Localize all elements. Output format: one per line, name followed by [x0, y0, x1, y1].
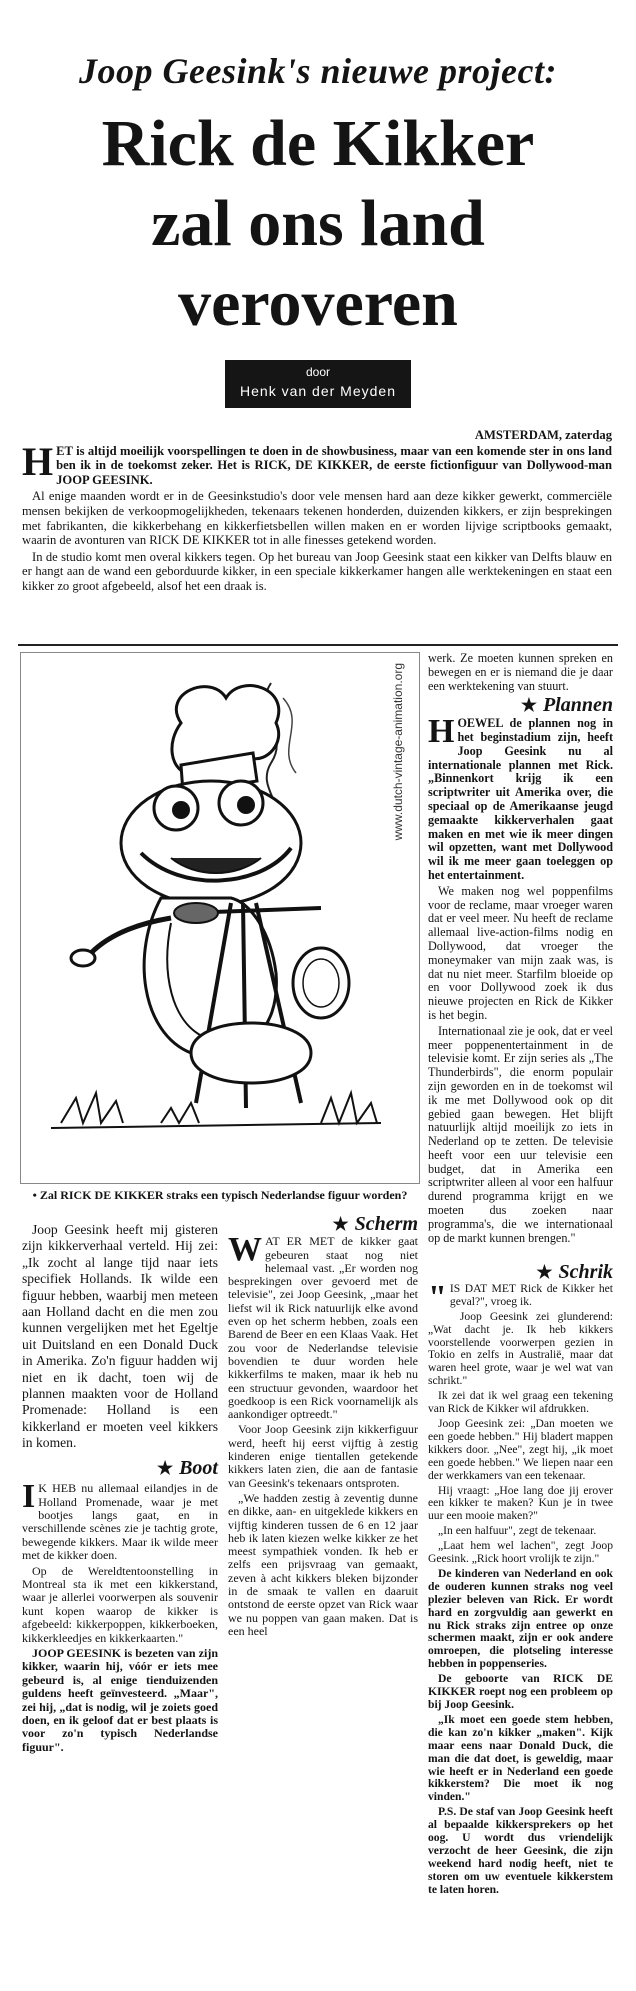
divider [18, 644, 618, 646]
boot-dropcap: I [22, 1478, 36, 1516]
star-icon: ★ [520, 695, 537, 716]
schrik-paragraph-9: De geboorte van RICK DE KIKKER roept nog een probleem op bij Joop Geesink. [428, 1672, 613, 1711]
plannen-paragraph-1: OEWEL de plannen nog in het beginstadium zijn, heeft Joop Geesink nu al internationale plannen met Rick. „Binnenkort krijg ik een scriptwriter uit Amerika over, die speciaal op de Amerikaanse jeugd gemaakte kikkerverhalen gaat maken en met wie ik meer dingen wil opzetten, want met Dollywood wil ik me meer gaan toeleggen op het entertainment. [428, 716, 613, 882]
heading-plannen: ★ Plannen [520, 694, 613, 717]
intro-block [22, 428, 612, 596]
left-paragraph-1: Joop Geesink heeft mij gisteren zijn kikkerverhaal verteld. Hij zei: „Ik zocht al lange tijd naar iets specifiek Hollands. Ik wilde een figuur hebben, waarbij men meteen aan Holland dacht en die men zou kunnen vergelijken met het Egeltje uit Duitsland en een Donald Duck in Amerika. Zo'n figuur hadden wij niet en ik dacht, toen wij de plannen maakten voor de Holland Promenade: Holland is een kikkerland er moeten veel kikkers in komen. [22, 1222, 218, 1451]
left-column [22, 1222, 218, 1756]
star-icon: ★ [156, 1457, 174, 1478]
star-icon: ★ [332, 1214, 349, 1234]
illustration-frame [20, 652, 420, 1184]
schrik-paragraph-6: „In een halfuur", zegt de tekenaar. [438, 1524, 597, 1538]
middle-column [228, 1213, 418, 1640]
dateline: AMSTERDAM, zaterdag [474, 428, 612, 442]
headline-line-3: veroveren [178, 267, 458, 340]
byline-box [225, 360, 411, 408]
schrik-paragraph-10: „Ik moet een goede stem hebben, die kan zo'n kikker „maken". Kijk maar eens naar Donald Duck, die man die dat doet, is geweldig, maar wie heeft er in Nederland een goede kikkerstem? Die moet ik nog vinden." [428, 1712, 613, 1804]
byline-name: Henk van der Meyden [240, 383, 396, 399]
right-top-paragraph-0: werk. Ze moeten kunnen spreken en bewegen en er is niemand die je daar een werktekening van stuurt. [428, 651, 613, 693]
headline-line-2: zal ons land [151, 187, 485, 260]
heading-schrik: ★ Schrik [536, 1261, 613, 1283]
plannen-paragraph-3: Internationaal zie je ook, dat er veel meer poppenentertainment in de televisie komt. Er zijn series als „The Thunderbirds", die enorm populair zijn geworden en in de toekomst wil ik me met Dollywood ook op dit gebied gaan bewegen. Het blijft natuurlijk altijd moeilijk zo iets in Nederland op te zetten. De televisie heeft voor een uur televisie een budget, dat in Amerika een scriptwriter alleen al voor een halfuur durend programma krijgt en we moeten dus zoeken naar programma's, die we internationaal op de markt kunnen brengen." [428, 1023, 613, 1245]
schrik-paragraph-5: Hij vraagt: „Hoe lang doe jij erover een kikker te maken? Kun je in twee uur een mooie maken?" [428, 1483, 613, 1523]
intro-paragraph-2: Al enige maanden wordt er in de Geesinkstudio's door vele mensen hard aan deze kikker gewerkt, commerciële mensen bekijken de verkoopmogelijkheden, tekenaars tekenen honderden, duizenden kikkers, er zijn besprekingen met fabrikanten, die kikkerbehang en kikkerfietsbellen willen maken en er worden lijvige scriptbooks gemaakt, waarin de avonturen van RICK DE KIKKER tot in alle finesses getekend worden. [22, 489, 612, 548]
schrik-paragraph-7: „Laat hem wel lachen", zegt Joop Geesink. „Rick hoort vrolijk te zijn." [428, 1539, 613, 1566]
intro-dropcap: H [22, 438, 54, 484]
plannen-dropcap: H [428, 713, 455, 751]
right-column-top [428, 652, 613, 1247]
headline-line-1: Rick de Kikker [101, 107, 535, 180]
schrik-paragraph-8: De kinderen van Nederland en ook de ouderen kunnen straks nog veel plezier beleven van Rick. Er wordt hard en zorgvuldig aan gewerkt en nu Rick straks zijn entree op onze schermen maakt, zijn er ook andere omroepen, die plotseling interesse hebben in poppenseries. [428, 1566, 613, 1671]
right-column-bottom [428, 1261, 613, 1899]
heading-boot: ★ Boot [156, 1456, 218, 1479]
schrik-paragraph-11: P.S. De staf van Joop Geesink heeft al bepaalde kikkersprekers op het oog. U wordt dus vriendelijk verzocht de heer Geesink, die zijn weekend hard nodig heeft, niet te storen om uw eventuele kikkerstem te laten horen. [428, 1805, 613, 1896]
schrik-paragraph-3: Ik zei dat ik wel graag een tekening van Rick de Kikker wil afdrukken. [428, 1389, 613, 1416]
boot-paragraph-2: Op de Wereldtentoonstelling in Montreal sta ik met een kikkerstand, waar je allerlei voorwerpen als souvenir kunt kopen waarop de kikker is afgebeeld: kikkerpoppen, kikkerboeken, kikkerkleedjes en kikkerkaarten." [22, 1563, 218, 1645]
scherm-dropcap: W [228, 1231, 262, 1269]
schrik-paragraph-2: Joop Geesink zei glunderend: „Wat dacht je. Ik heb kikkers voorstellende voorwerpen gezien in Tokio en zelfs in Australië, maar dat waren heel grote, waar je wel wat van schrikt." [428, 1309, 613, 1388]
watermark: www.dutch-vintage-animation.org [391, 663, 405, 841]
schrik-paragraph-1: IS DAT MET Rick de Kikker het geval?", vroeg ik. [449, 1281, 613, 1308]
heading-scherm: ★ Scherm [332, 1213, 418, 1235]
kicker: Joop Geesink's nieuwe project: [79, 51, 557, 91]
boot-paragraph-3: JOOP GEESINK is bezeten van zijn kikker, waarin hij, vóór er iets mee gebeurd is, al enige tienduizenden guldens heeft geïnvesteerd. „Maar", zei hij, „dat is nodig, wil je zoiets goed doen, en ik geloof dat er best plaats is voor zo'n typisch Nederlandse figuur". [22, 1645, 218, 1754]
schrik-dropcap: " [428, 1278, 447, 1316]
intro-paragraph-1: ET is altijd moeilijk voorspellingen te doen in de showbusiness, maar van een komende ster in ons land ben ik in de toekomst zeker. Het is RICK, DE KIKKER, de eerste fictionfiguur van Dollywood-man JOOP GEESINK. [56, 443, 612, 487]
image-caption: • Zal RICK DE KIKKER straks een typisch Nederlandse figuur worden? [32, 1188, 408, 1202]
star-icon: ★ [536, 1262, 553, 1282]
scherm-paragraph-3: „We hadden zestig à zeventig dunne en dikke, aan- en uitgeklede kikkers en vijftig kinderen tussen de 6 en 12 jaar heb ik laten kiezen welke kikker ze het meest sympathiek vonden. Ik heb er zelfs een prijsvraag van gemaakt, zeven à acht kikkers bleken bijzonder in de smaak te vallen en daaruit ontstond de eerste opzet van Rick waar we nu poppen van gaan maken. Dat is een heel [228, 1490, 418, 1638]
scherm-paragraph-2: Voor Joop Geesink zijn kikkerfiguur werd, heeft hij eerst vijftig à zestig kinderen enige tientallen getekende kikkers laten zien, die aan de fantasie van Geesink's tekenaars ontsproten. [228, 1422, 418, 1490]
byline-door: door [305, 365, 331, 379]
frog-chef-illustration [21, 653, 419, 1183]
schrik-paragraph-4: Joop Geesink zei: „Dan moeten we een goede hebben." Hij bladert mappen kikkers door. „Nee", zegt hij, „ik moet een goede hebben." We liepen naar een der werkkamers van een tekenaar. [428, 1416, 613, 1482]
intro-paragraph-3: In de studio komt men overal kikkers tegen. Op het bureau van Joop Geesink staat een kikker van Delfts blauw en er hangt aan de wand een geborduurde kikker, in een speciale kikkerkamer hangen alle werktekeningen en staat een kikker zo groot afgebeeld, alsof het een draak is. [22, 549, 612, 593]
boot-paragraph-1: K HEB nu allemaal eilandjes in de Holland Promenade, waar je met bootjes langs gaat, en in verschillende scènes zie je tachtig grote, bewegende kikkers. Maar ik wilde meer met de kikker doen. [22, 1481, 218, 1563]
scherm-paragraph-1: AT ER MET de kikker gaat gebeuren staat nog niet helemaal vast. „Er worden nog besprekingen over gevoerd met de televisie", zei Joop Geesink, „maar het liefst wil ik Rick natuurlijk elke avond even op het scherm hebben, zoals een Barend de Beer en een Klaas Vaak. Het zou voor de Nederlandse televisie bovendien te duur worden hele kikkerfilms te maken, maar ik heb nu een structuur gevonden, waardoor het goedkoop is een Rick voornamelijk als aankondiger optreedt." [228, 1234, 418, 1422]
plannen-paragraph-2: We maken nog wel poppenfilms voor de reclame, maar vroeger waren dat er veel meer. Nu heeft de reclame allemaal live-action-films nodig en Dollywood, dat vroeger the moneymaker van mijn zaak was, is dat nu niet meer. Starfilm bloeide op en voor Dollywood zoek ik dus nieuwe projecten en Rick de Kikker is het begin. [428, 883, 613, 1022]
